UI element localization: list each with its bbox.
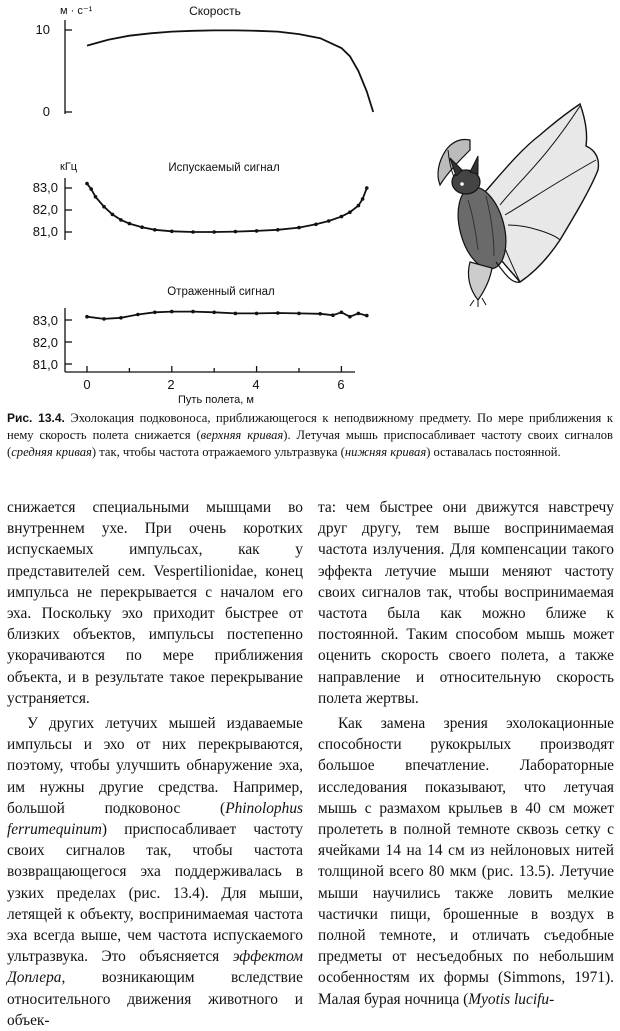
reflected-tick-81: 81,0: [32, 357, 58, 372]
bat-illustration: [438, 104, 598, 307]
data-point: [170, 230, 174, 234]
emitted-tick-82: 82,0: [32, 202, 58, 217]
data-point: [89, 187, 93, 191]
x-tick-label-0: 0: [83, 377, 91, 392]
x-axis-ticks: [87, 366, 341, 372]
right-paragraph-2: Как замена зрения эхолокационные способности рукокрылых производят большое впечатление. Лабораторные исследования показывают, что летучая мышь с размахом крыльев в 40 см может пролететь в полной темноте сквозь сетку с ячейками 14 на 14 см из нейлоновых нитей толщиной всего 80 мкм (рис. 13.5). Летучие мыши научились также ловить мелкие частички пищи, брошенные в воздух в полной темноте, и отличать съедобные предметы от несъедобных по небольшим особенностям их формы (Simmons, 1971). Малая бурая ночница (Myotis lucifu-: [318, 715, 614, 1008]
reflected-tick-83: 83,0: [32, 313, 58, 328]
data-point: [94, 195, 98, 199]
figure-caption: [7, 410, 613, 461]
data-point: [234, 312, 238, 316]
x-axis-label: Путь полета, м: [178, 394, 254, 406]
data-point: [234, 230, 238, 234]
data-point: [314, 223, 318, 227]
emitted-unit-label: кГц: [60, 161, 78, 173]
data-point: [276, 228, 280, 232]
data-point: [361, 197, 365, 201]
reflected-title: Отраженный сигнал: [167, 286, 275, 298]
data-point: [153, 228, 157, 232]
data-point: [191, 230, 195, 234]
left-paragraph-1: снижается специальными мышцами во внутреннем ухе. При очень коротких испускаемых импульсах, как у представителей сем. Vespertilionidae, конец импульса не перекрывается с началом его эха. Поскольку эхо приходит быстрее от близких объектов, импульсы постепенно укорачиваются по мере приближения объекта, и в результате такое перекрывание устраняется.: [7, 499, 303, 707]
data-point: [340, 311, 344, 315]
caption-text-3: ) так, чтобы частота отражаемого ультразвука (: [91, 445, 345, 459]
data-point: [191, 310, 195, 314]
data-point: [119, 316, 123, 320]
caption-em-3: нижняя кривая: [344, 445, 427, 459]
data-point: [153, 311, 157, 315]
data-point: [128, 222, 132, 226]
caption-text-4: ) оставалась постоянной.: [426, 445, 561, 459]
x-tick-label-2: 2: [167, 377, 175, 392]
speed-tick-label-0: 0: [42, 104, 50, 119]
speed-panel: [36, 4, 374, 119]
speed-curve: [87, 30, 373, 112]
data-point: [348, 315, 352, 319]
data-point: [212, 311, 216, 315]
data-point: [136, 313, 140, 317]
data-point: [357, 312, 361, 316]
caption-label: Рис. 13.4.: [7, 411, 65, 425]
data-point: [212, 230, 216, 234]
data-point: [140, 225, 144, 229]
right-paragraph-1: та: чем быстрее они движутся навстречу друг другу, тем выше воспринимаемая частота излучения. Для компенсации такого эффекта летучие мыши меняют частоту своих сигналов так, чтобы воспринимаемая частота была как можно ближе к постоянной. Таким способом мышь может оценить скорость своего полета, а также направление и относительную скорость полета жертвы.: [318, 499, 614, 707]
data-point: [276, 311, 280, 315]
data-point: [348, 210, 352, 214]
right-column: [318, 497, 614, 1008]
data-point: [365, 314, 369, 318]
data-point: [331, 313, 335, 317]
data-point: [357, 204, 361, 208]
data-point: [327, 219, 331, 223]
x-tick-label-6: 6: [337, 377, 345, 392]
emitted-points: [85, 182, 368, 234]
data-point: [365, 186, 369, 190]
left-column: [7, 497, 303, 1029]
emitted-panel: [33, 161, 369, 240]
data-point: [255, 229, 259, 233]
data-point: [318, 312, 322, 316]
data-point: [340, 215, 344, 219]
data-point: [102, 317, 106, 321]
figure-13-4: [0, 0, 620, 405]
caption-em-2: средняя кривая: [11, 445, 92, 459]
emitted-title: Испускаемый сигнал: [168, 162, 280, 174]
data-point: [170, 310, 174, 314]
reflected-tick-82: 82,0: [32, 335, 58, 350]
data-point: [119, 218, 123, 222]
speed-title: Скорость: [189, 4, 241, 18]
emitted-tick-83: 83,0: [32, 180, 58, 195]
data-point: [297, 226, 301, 230]
emitted-tick-81: 81,0: [32, 224, 58, 239]
data-point: [255, 312, 259, 316]
data-point: [85, 315, 89, 319]
data-point: [85, 182, 89, 186]
left-paragraph-2: У других летучих мышей издаваемые импульсы и эхо от них перекрываются, поэтому, чтобы улучшить обнаружение эха, им нужны другие средства. Например, большой подковонос (Phinolophus ferrumequinum) приспосабливает частоту своих сигналов так, чтобы частота возвращающегося эха поддерживалась в узких пределах (рис. 13.4). Для мыши, летящей к объекту, воспринимаемая частота эха всегда выше, чем частота испускаемого ультразвука. Это объясняется эффектом Доплера, возникающим вследствие относительного движения животного и объек-: [7, 715, 303, 1029]
x-tick-label-4: 4: [252, 377, 260, 392]
speed-tick-label-10: 10: [35, 22, 50, 37]
reflected-panel: [33, 286, 369, 406]
caption-text-2: ). Летучая мышь приспосабливает частоту своих сигналов (: [7, 428, 613, 459]
reflected-curve: [87, 312, 367, 319]
data-point: [111, 213, 115, 217]
caption-text-1: Эхолокация подковоноса, приближающегося к неподвижному предмету. По мере приближения к нему скорость полета снижается (: [7, 411, 613, 442]
data-point: [102, 205, 106, 209]
data-point: [297, 312, 301, 316]
speed-unit-label: м · с⁻¹: [60, 5, 93, 17]
caption-em-1: верхняя кривая: [200, 428, 284, 442]
